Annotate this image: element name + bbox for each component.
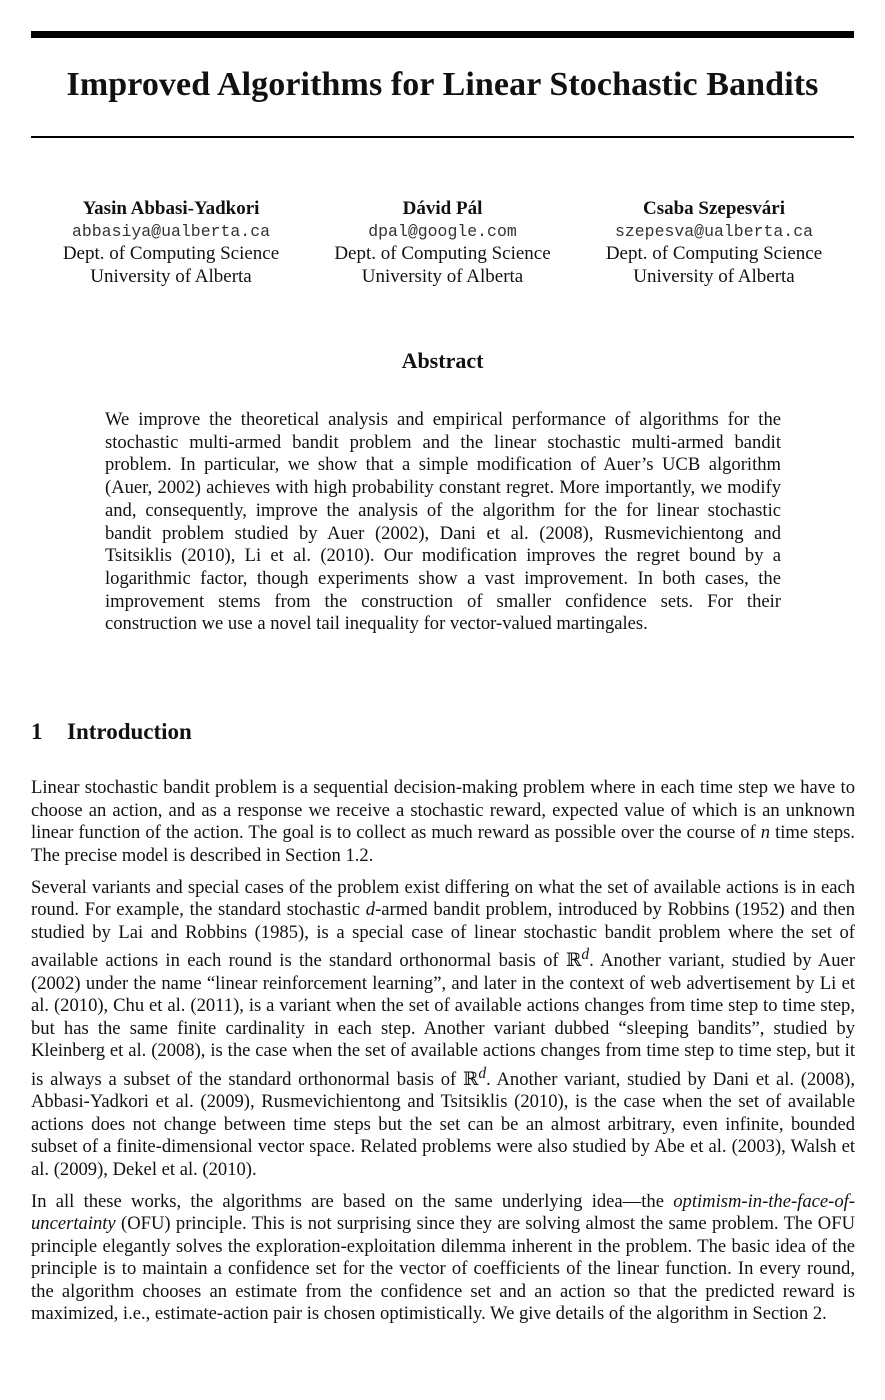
- author-2: [312, 198, 574, 288]
- math-reals: ℝ: [565, 950, 582, 972]
- section-heading: [31, 719, 192, 745]
- text-run: . Another variant, studied by Dani et al. (2008), Abbasi-Yadkori et al. (2009), Rusmevichientong and Tsitsiklis (2010), is the case when the set of available actions does not change between time steps but the set can be an almost arbitrary, even infinite, bounded subset of a finite-dimensional vector space. Related problems were also studied by Abe et al. (2003), Walsh et al. (2009), Dekel et al. (2010).: [31, 1068, 855, 1180]
- paragraph-2: [31, 877, 855, 1182]
- math-superscript-d: d: [478, 1064, 487, 1082]
- math-n: n: [760, 822, 771, 843]
- text-run: -armed bandit problem, introduced by Robbins (1952) and then studied by Lai and Robbins (1985), is a special case of linear stochastic bandit problem where the set of available actions in each round is the standard orthonormal basis of: [31, 899, 855, 972]
- author-name: Yasin Abbasi-Yadkori: [82, 198, 260, 219]
- author-dept: Dept. of Computing Science: [62, 243, 280, 264]
- author-1: [40, 198, 302, 288]
- abstract-heading: Abstract: [401, 348, 484, 373]
- author-email: szepesva@ualberta.ca: [614, 221, 814, 241]
- author-block: [40, 198, 845, 288]
- text-run: . Another variant, studied by Auer (2002) under the name “linear reinforcement learning”, and later in the context of web advertisement by Li et al. (2010), Chu et al. (2011), is a variant when the set of available actions changes from time step to time step, but has the same finite cardinality in each step. Another variant dubbed “sleeping bandits”, studied by Kleinberg et al. (2008), is the case when the set of available actions changes from time step to time step, but it is always a subset of the standard orthonormal basis of: [31, 950, 856, 1090]
- author-affiliation: University of Alberta: [90, 265, 252, 287]
- author-name: Csaba Szepesvári: [643, 198, 785, 219]
- text-run: time steps. The precise model is described in Section 1.2.: [31, 822, 856, 866]
- paper-title: Improved Algorithms for Linear Stochastic Bandits: [66, 66, 819, 103]
- text-run: Linear stochastic bandit problem is a sequential decision-making problem where in each time step we have to choose an action, and as a response we receive a stochastic reward, expected value of which is an unknown linear function of the action. The goal is to collect as much reward as possible over the course of: [31, 777, 855, 843]
- author-affiliation: University of Alberta: [361, 265, 524, 287]
- body-text: [31, 777, 855, 1335]
- author-dept: Dept. of Computing Science: [605, 243, 823, 264]
- author-email: dpal@google.com: [368, 221, 517, 241]
- text-run: (OFU) principle. This is not surprising since they are solving almost the same problem. The OFU principle elegantly solves the exploration-exploitation dilemma inherent in the problem. The basic idea of the principle is to maintain a confidence set for the vector of coefficients of the linear function. In every round, the algorithm chooses an estimate from the confidence set and an action so that the predicted reward is maximized, i.e., estimate-action pair is chosen optimistically. We give details of the algorithm in Section 2.: [31, 1213, 855, 1325]
- author-name: Dávid Pál: [402, 198, 483, 219]
- title-rule: [31, 136, 854, 138]
- math-reals: ℝ: [462, 1068, 479, 1090]
- paragraph-1: [31, 777, 855, 867]
- math-superscript-d: d: [581, 946, 590, 963]
- text-run: In all these works, the algorithms are based on the same underlying idea—the: [31, 1190, 674, 1212]
- author-email: abbasiya@ualberta.ca: [71, 221, 271, 241]
- paragraph-3: [31, 1191, 855, 1326]
- section-title: Introduction: [67, 719, 192, 744]
- emphasis-ofu: optimism-in-the-face-of-uncertainty: [31, 1190, 855, 1235]
- section-number: 1: [31, 719, 43, 744]
- author-dept: Dept. of Computing Science: [334, 243, 551, 264]
- author-affiliation: University of Alberta: [633, 265, 795, 287]
- math-d: d: [365, 899, 376, 920]
- author-3: [583, 198, 845, 288]
- abstract-text: We improve the theoretical analysis and empirical performance of algorithms for the stochastic multi-armed bandit problem and the linear stochastic multi-armed bandit problem. In particular, we show that a simple modification of Auer’s UCB algorithm (Auer, 2002) achieves with high probability constant regret. More importantly, we modify and, consequently, improve the analysis of the algorithm for the for linear stochastic bandit problem studied by Auer (2002), Dani et al. (2008), Rusmevichientong and Tsitsiklis (2010), Li et al. (2010). Our modification improves the regret bound by a logarithmic factor, though experiments show a vast improvement. In both cases, the improvement stems from the construction of smaller confidence sets. For their construction we use a novel tail inequality for vector-valued martingales.: [105, 409, 781, 635]
- text-run: Several variants and special cases of the problem exist differing on what the set of available actions is in each round. For example, the standard stochastic: [31, 876, 855, 920]
- top-rule: [31, 31, 854, 38]
